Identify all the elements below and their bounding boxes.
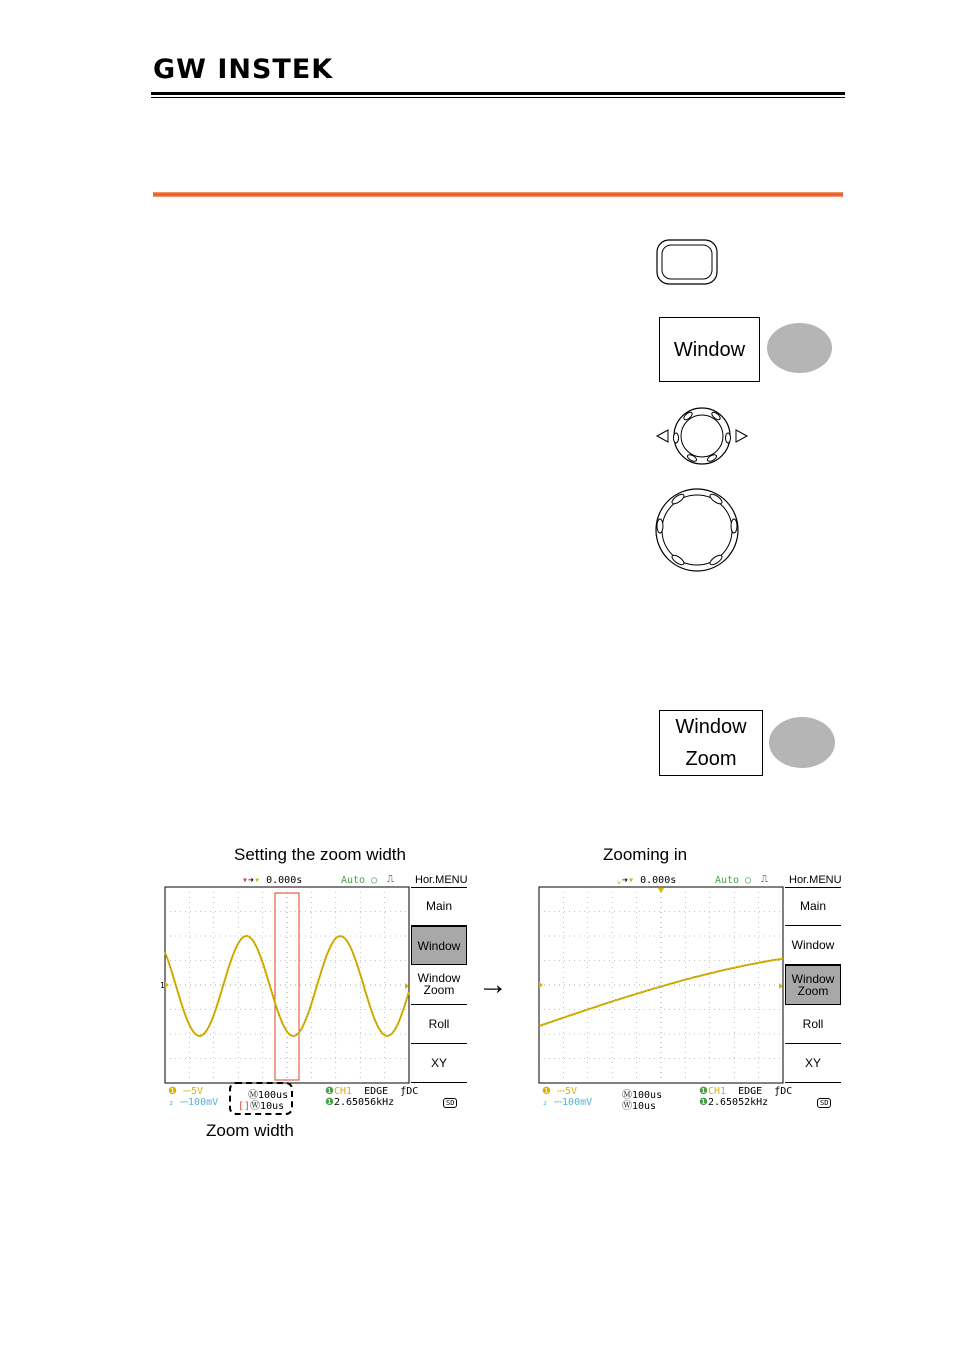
coupling-right: DC (780, 1086, 793, 1097)
frequency-left: 2.65056kHz (333, 1097, 395, 1108)
main-timebase-right: 100us (632, 1090, 663, 1101)
hor-menu-item[interactable]: Roll (785, 1005, 841, 1044)
trigger-source-right: CH1 (707, 1086, 727, 1097)
trigger-mode-left: Auto (341, 875, 366, 886)
hor-menu-item[interactable]: Roll (411, 1005, 467, 1044)
zoom-width-highlight (229, 1082, 293, 1115)
time-div-knob-icon[interactable] (654, 486, 740, 574)
menu-title-left: Hor.MENU (415, 874, 468, 886)
sd-card-icon: SD (817, 1098, 831, 1108)
ch1-scale-left: 5V (190, 1086, 204, 1097)
hor-menu-item[interactable]: Main (785, 887, 841, 926)
hor-menu-item[interactable]: Window (411, 926, 467, 965)
coupling-left: DC (406, 1086, 419, 1097)
ch1-marker-left: 1 (160, 981, 165, 990)
trigger-source-left: CH1 (333, 1086, 353, 1097)
hor-menu-item[interactable]: Main (411, 887, 467, 926)
trigger-type-right: EDGE (738, 1086, 763, 1097)
window-softkey[interactable]: Window (659, 317, 760, 382)
header-rule (151, 92, 845, 95)
trigger-type-left: EDGE (364, 1086, 389, 1097)
hor-menu-item[interactable]: XY (785, 1044, 841, 1083)
menu-title-right: Hor.MENU (789, 874, 842, 886)
ch2-scale-left: 100mV (188, 1097, 219, 1108)
hor-menu-item[interactable]: Window Zoom (411, 965, 467, 1004)
trigger-shape-icon: ⎍ (761, 874, 768, 885)
scope-screen-left: 1 ▾➔▾ 0.000s Auto ○ ⎍ Hor.MENU Main Window Window Zoom Roll XY ❶ ⎓5V ₂ ⎓100mV Ⓜ100us []Ⓦ10us ❶CH1 EDGE ƒDC ❶2.65056kHz SD (160, 872, 470, 1110)
left-figure-caption: Setting the zoom width (234, 845, 406, 864)
trigger-position-left: 0.000s (266, 875, 303, 886)
trigger-position-right: 0.000s (640, 875, 677, 886)
horizontal-position-knob-icon[interactable] (654, 406, 750, 466)
scope-screen-right: ⌄➔▾ 0.000s Auto ○ ⎍ Hor.MENU Main Window Window Zoom Roll XY ❶ ⎓5V ₂ ⎓100mV Ⓜ100us Ⓦ10us ❶CH1 EDGE ƒDC ❶2.65052kHz SD (534, 872, 844, 1110)
window-timebase-right: 10us (632, 1101, 657, 1112)
transition-arrow: → (478, 968, 508, 1001)
trigger-shape-icon: ⎍ (387, 874, 394, 885)
header-rule-thin (151, 97, 845, 98)
zoom-width-caption: Zoom width (206, 1121, 294, 1140)
hor-menu-item[interactable]: Window (785, 926, 841, 965)
ch1-scale-right: 5V (564, 1086, 578, 1097)
ch2-scale-right: 100mV (562, 1097, 593, 1108)
frequency-right: 2.65052kHz (707, 1097, 769, 1108)
right-figure-caption: Zooming in (603, 845, 688, 864)
menu-key-icon[interactable] (656, 239, 718, 285)
sd-card-icon: SD (443, 1098, 457, 1108)
window-zoom-side-button[interactable] (769, 717, 835, 768)
trigger-mode-right: Auto (715, 875, 740, 886)
section-divider (153, 192, 843, 197)
window-zoom-softkey[interactable] (659, 710, 763, 776)
brand-logo: GW INSTEK (153, 54, 334, 85)
window-zoom-line1: Window (675, 716, 747, 738)
main-timebase-left: 100us (258, 1090, 289, 1101)
window-timebase-left: 10us (260, 1101, 285, 1112)
hor-menu-item[interactable]: XY (411, 1044, 467, 1083)
hor-menu-item[interactable]: Window Zoom (785, 965, 841, 1004)
window-side-button[interactable] (767, 323, 832, 373)
window-zoom-line2: Zoom (685, 748, 737, 770)
